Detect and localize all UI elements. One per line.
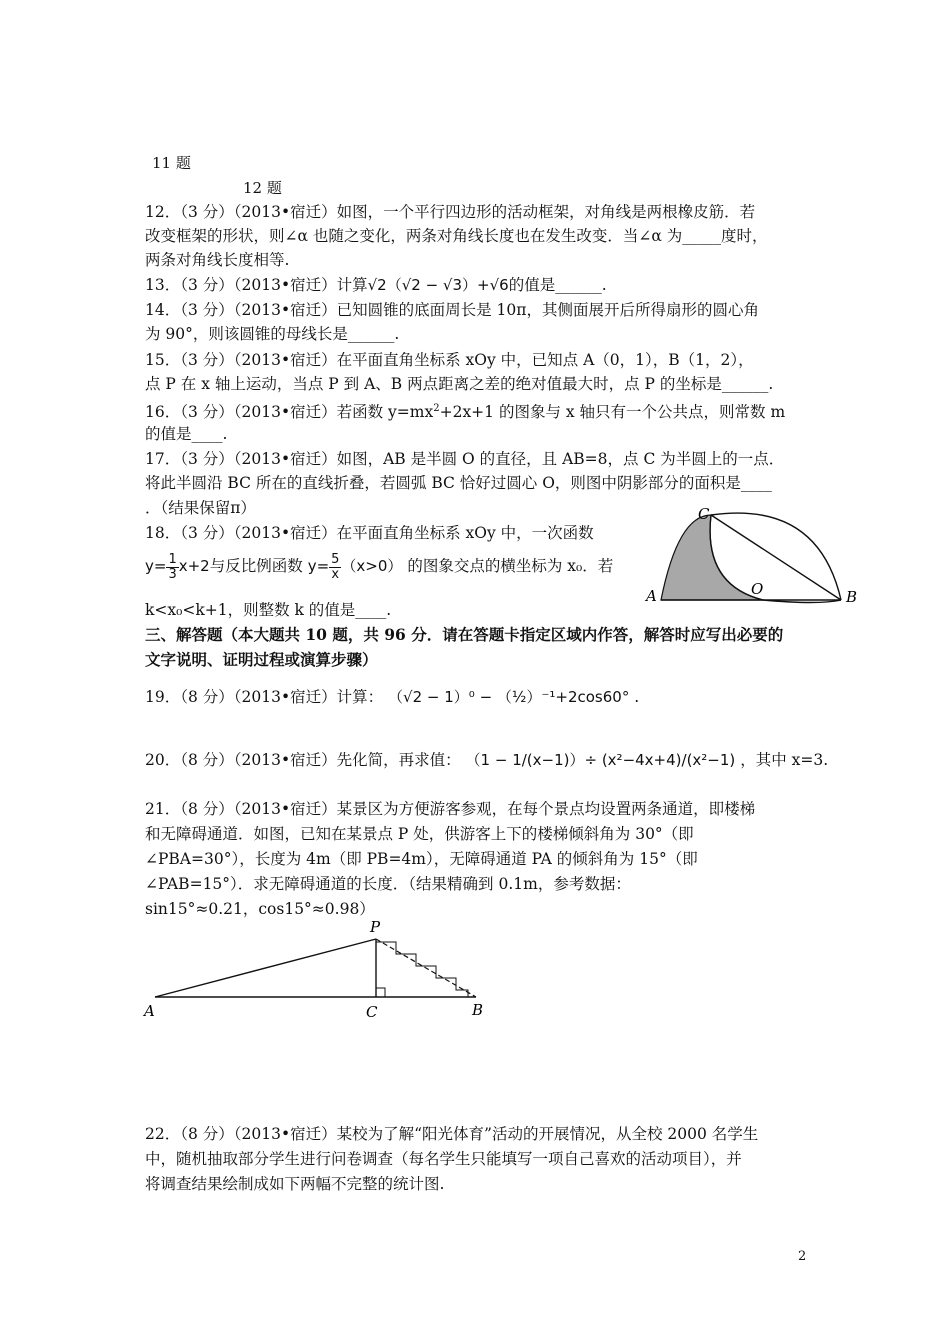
q20-line (145, 749, 828, 771)
q16-text-b: +2x+1 的图象与 x 轴只有一个公共点，则常数 m (439, 403, 786, 422)
q19-expression: （√2 − 1）⁰ − （½）⁻¹+2cos60° (388, 688, 630, 706)
q16-line2: 的值是____. (145, 425, 228, 443)
label-a: A (144, 1002, 155, 1020)
q12-line3: 两条对角线长度相等. (145, 251, 290, 269)
q21-line1: 21．（8 分）（2013•宿迁）某景区为方便游客参观，在每个景点均设置两条通道，即楼梯 (145, 800, 756, 818)
q22-line2: 中，随机抽取部分学生进行问卷调查（每名学生只能填写一项自己喜欢的活动项目），并 (145, 1150, 742, 1168)
label-p: P (370, 918, 381, 936)
q18-inverse-lhs: y= (307, 557, 330, 575)
label-b: B (846, 588, 858, 606)
q18-tail: 的图象交点的横坐标为 x₀．若 (407, 557, 614, 575)
q19-prefix: 19．（8 分）（2013•宿迁）计算： (145, 688, 384, 706)
q19-suffix: . (634, 688, 640, 706)
right-angle-mark (376, 988, 385, 997)
q20-suffix: ，其中 x=3. (740, 751, 829, 769)
q18-line2 (145, 548, 613, 584)
q13-suffix: 的值是______. (508, 276, 607, 294)
section3-heading-line1: 三、解答题（本大题共 10 题，共 96 分．请在答题卡指定区域内作答，解答时应写出必要的 (145, 625, 784, 644)
q12-line1: 12．（3 分）（2013•宿迁）如图，一个平行四边形的活动框架，对角线是两根橡皮筋．若 (145, 203, 756, 221)
q21-line2: 和无障碍通道．如图，已知在某景点 P 处，供游客上下的楼梯倾斜角为 30°（即 (145, 825, 694, 843)
q14-line1: 14．（3 分）（2013•宿迁）已知圆锥的底面周长是 10π，其侧面展开后所得扇形的圆心角 (145, 301, 759, 319)
q13-prefix: 13．（3 分）（2013•宿迁）计算 (145, 276, 368, 294)
label-a: A (646, 587, 657, 605)
section3-heading-line2: 文字说明、证明过程或演算步骤） (145, 650, 378, 669)
q18-line3: k<x₀<k+1，则整数 k 的值是____. (145, 601, 392, 619)
q21-line3: ∠PBA=30°），长度为 4m（即 PB=4m），无障碍通道 PA 的倾斜角为 15°（即 (145, 850, 698, 868)
q13-line (145, 274, 607, 296)
q14-line2: 为 90°，则该圆锥的母线长是______. (145, 325, 400, 343)
staircase-steps (376, 939, 468, 997)
q22-line3: 将调查结果绘制成如下两幅不完整的统计图. (145, 1175, 445, 1193)
q15-line2: 点 P 在 x 轴上运动，当点 P 到 A、B 两点距离之差的绝对值最大时，点 P 的坐标是______. (145, 375, 774, 393)
label-c: C (698, 505, 710, 523)
q16-exponent: 2 (433, 403, 440, 414)
q18-mid-text: 与反比例函数 (209, 557, 303, 575)
figure-21-diagram (140, 918, 490, 1028)
q17-line3: ．（结果保留π） (145, 499, 256, 517)
stair-slope-pb (376, 939, 476, 997)
q18-linear-fraction (166, 553, 178, 582)
figure-11-caption: 11 题 (152, 154, 191, 172)
q18-linear-rest: x+2 (178, 557, 210, 575)
label-o: O (751, 580, 764, 598)
figure-17-diagram (643, 505, 868, 610)
q21-line4: ∠PAB=15°）．求无障碍通道的长度．（结果精确到 0.1m，参考数据： (145, 875, 631, 893)
page-number: 2 (798, 1249, 807, 1264)
q18-linear-denominator: 3 (168, 566, 177, 582)
q12-line2: 改变框架的形状，则∠α 也随之变化，两条对角线长度也在发生改变．当∠α 为_____度时， (145, 227, 768, 245)
label-b: B (472, 1001, 484, 1019)
q18-inverse-fraction (329, 553, 341, 582)
q19-line (145, 686, 639, 708)
figure-12-caption: 12 题 (243, 179, 282, 197)
q20-expression: （1 − 1/(x−1)）÷ (x²−4x+4)/(x²−1) (465, 751, 736, 769)
q18-line1: 18．（3 分）（2013•宿迁）在平面直角坐标系 xOy 中，一次函数 (145, 524, 594, 542)
q18-inverse-denominator: x (331, 566, 340, 582)
q18-linear-numerator: 1 (168, 551, 177, 567)
q18-linear-lhs: y= (145, 557, 167, 575)
shaded-region (661, 515, 763, 600)
q18-inverse-condition: （x>0） (341, 557, 403, 575)
q22-line1: 22．（8 分）（2013•宿迁）某校为了解“阳光体育”活动的开展情况，从全校 2000 名学生 (145, 1125, 759, 1143)
q16-text-a: 16．（3 分）（2013•宿迁）若函数 y=mx (145, 403, 434, 422)
ramp-pa (155, 939, 376, 997)
q21-line5: sin15°≈0.21，cos15°≈0.98） (145, 900, 375, 918)
q16-line1 (145, 398, 785, 423)
q20-prefix: 20．（8 分）（2013•宿迁）先化简，再求值： (145, 751, 461, 769)
q18-inverse-numerator: 5 (331, 551, 340, 567)
q13-expression: √2（√2 − √3）+√6 (367, 276, 509, 294)
q17-line2: 将此半圆沿 BC 所在的直线折叠，若圆弧 BC 恰好过圆心 O，则图中阴影部分的面积是____ (145, 474, 772, 492)
q17-line1: 17．（3 分）（2013•宿迁）如图，AB 是半圆 O 的直径，且 AB=8，点 C 为半圆上的一点． (145, 450, 785, 468)
q15-line1: 15．（3 分）（2013•宿迁）在平面直角坐标系 xOy 中，已知点 A（0，1），B（1，2）， (145, 351, 754, 369)
label-c: C (366, 1003, 378, 1021)
